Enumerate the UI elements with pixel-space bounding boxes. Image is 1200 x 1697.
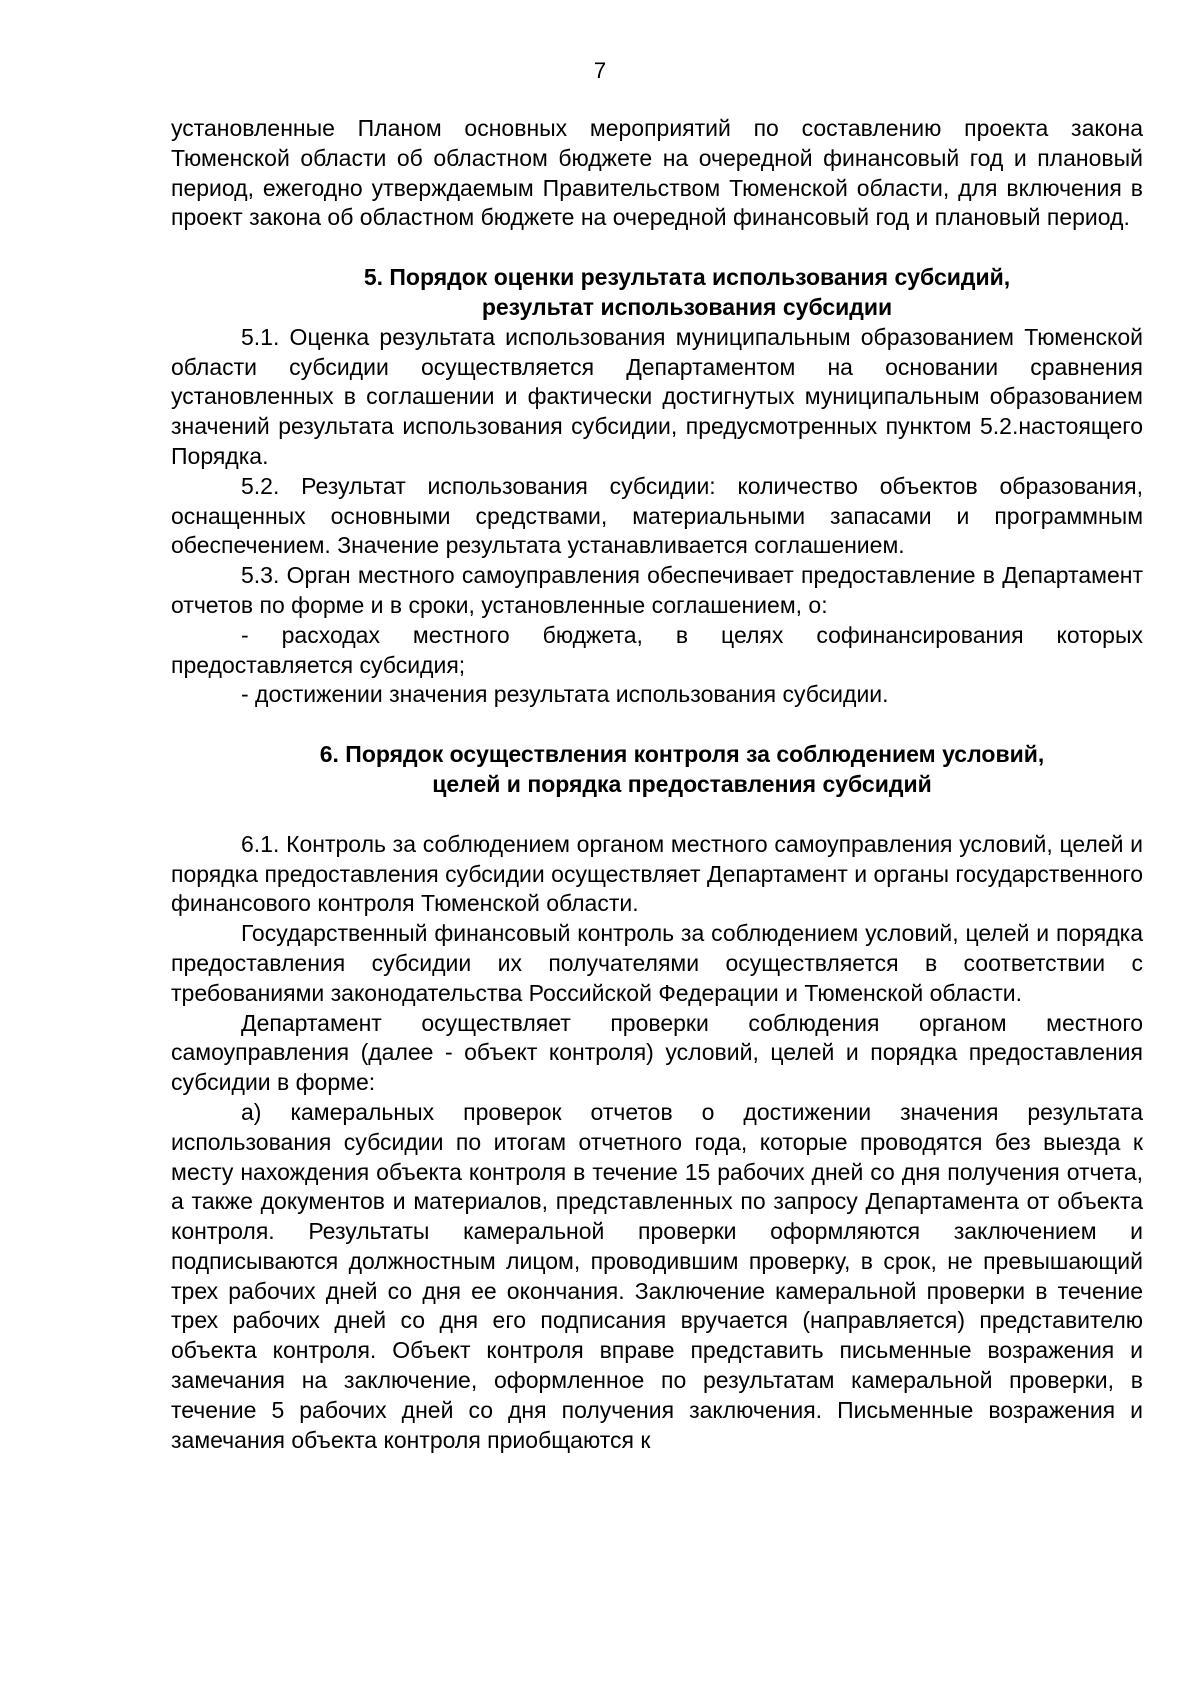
list-item-expenses: - расходах местного бюджета, в целях софинансирования которых предоставляется субсидия; <box>171 621 1143 678</box>
paragraph-department-checks: Департамент осуществляет проверки соблюдения органом местного самоуправления (далее - объект контроля) условий, целей и порядка предоставления субсидии в форме: <box>171 1009 1143 1096</box>
section-5-heading <box>171 263 1143 323</box>
paragraph-6-1: 6.1. Контроль за соблюдением органом местного самоуправления условий, целей и порядка предоставления субсидии осуществляет Департамент и органы государственного финансового контроля Тюменской области. <box>171 830 1143 917</box>
list-item-achievement: - достижении значения результата использования субсидии. <box>241 681 889 708</box>
paragraph-desk-audits: а) камеральных проверок отчетов о достижении значения результата использования субсидии по итогам отчетного года, которые проводятся без выезда к месту нахождения объекта контроля в течение 15 рабочих дней со дня получения отчета, а также документов и материалов, представленных по запросу Департамента от объекта контроля. Результаты камеральной проверки оформляются заключением и подписываются должностным лицом, проводившим проверку, в срок, не превышающий трех рабочих дней со дня ее окончания. Заключение камеральной проверки в течение трех рабочих дней со дня его подписания вручается (направляется) представителю объекта контроля. Объект контроля вправе представить письменные возражения и замечания на заключение, оформленное по результатам камеральной проверки, в течение 5 рабочих дней со дня получения заключения. Письменные возражения и замечания объекта контроля приобщаются к <box>171 1098 1143 1453</box>
section-5-heading-line-1: 5. Порядок оценки результата использования субсидий, <box>363 264 1011 291</box>
section-6-heading <box>171 740 1143 800</box>
section-6-heading-line-1: 6. Порядок осуществления контроля за соблюдением условий, <box>319 741 1045 768</box>
paragraph-state-control: Государственный финансовый контроль за соблюдением условий, целей и порядка предоставления субсидии их получателями осуществляется в соответствии с требованиями законодательства Российской Федерации и Тюменской области. <box>171 920 1143 1006</box>
section-5-heading-line-2: результат использования субсидии <box>481 293 893 320</box>
intro-paragraph: установленные Планом основных мероприятий по составлению проекта закона Тюменской области об областном бюджете на очередной финансовый год и плановый период, ежегодно утверждаемым Правительством Тюменской области, для включения в проект закона об областном бюджете на очередной финансовый год и плановый период. <box>171 115 1143 231</box>
page-number: 7 <box>593 58 607 83</box>
document-body <box>171 114 1143 1455</box>
paragraph-5-2: 5.2. Результат использования субсидии: количество объектов образования, оснащенных основными средствами, материальными запасами и программным обеспечением. Значение результата устанавливается соглашением. <box>171 472 1143 559</box>
paragraph-5-1: 5.1. Оценка результата использования муниципальным образованием Тюменской области субсидии осуществляется Департаментом на основании сравнения установленных в соглашении и фактически достигнутых муниципальным образованием значений результата использования субсидии, предусмотренных пунктом 5.2.настоящего Порядка. <box>171 323 1143 469</box>
paragraph-5-3: 5.3. Орган местного самоуправления обеспечивает предоставление в Департамент отчетов по форме и в сроки, установленные соглашением, о: <box>171 562 1143 618</box>
section-6-heading-line-2: целей и порядка предоставления субсидий <box>432 770 932 797</box>
spacer <box>171 233 1143 263</box>
spacer <box>171 710 1143 740</box>
spacer <box>171 800 1143 830</box>
